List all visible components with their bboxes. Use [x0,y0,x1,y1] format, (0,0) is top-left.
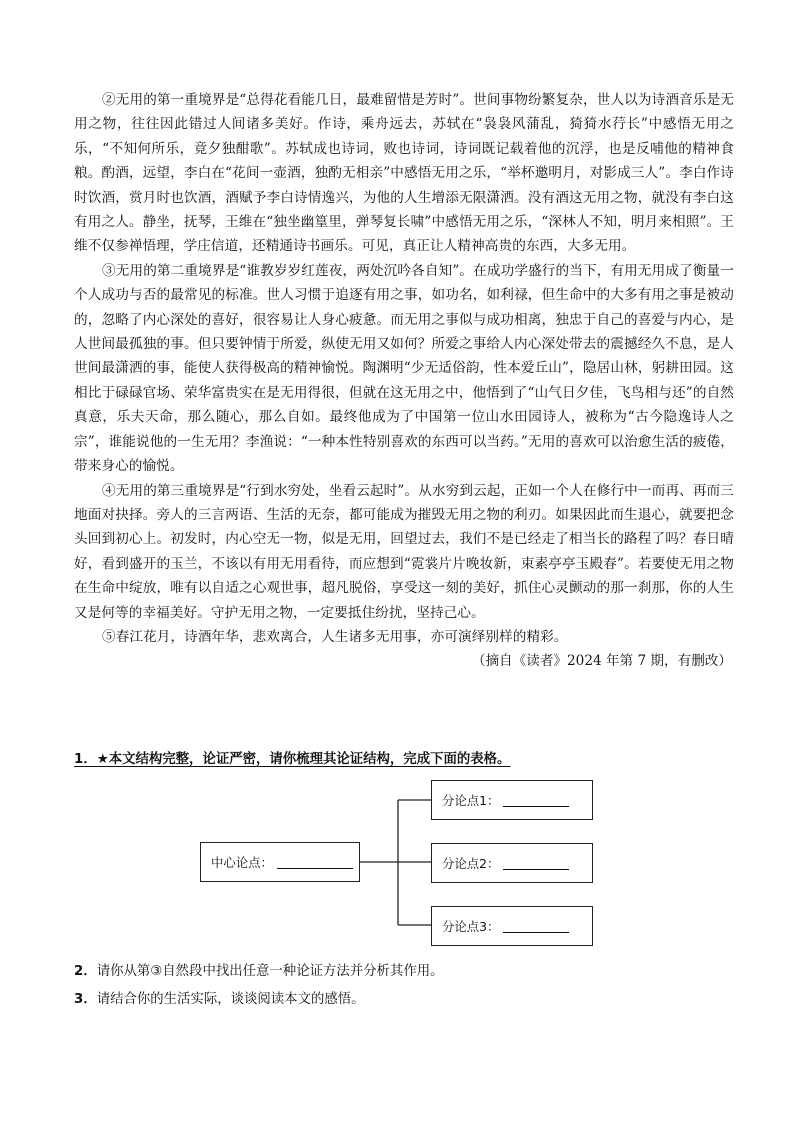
paragraph-4: ④无用的第三重境界是“行到水穷处，坐看云起时”。从水穷到云起，正如一个人在修行中一而再、再而三地面对抉择。旁人的三言两语、生活的无奈，都可能成为摧毁无用之物的利刃。如果因此而生退心，就要把念头回到初心上。初发时，内心空无一物，似是无用，回望过去，我们不是已经走了相当长的路程了吗？春日晴好，看到盛开的玉兰，不该以有用无用看待，而应想到“霓裳片片晚妆新，束素亭亭玉殿春”。若要使无用之物在生命中绽放，唯有以自适之心观世事，超凡脱俗，享受这一刻的美好，抓住心灵颤动的那一刹那，你的人生又是何等的幸福美好。守护无用之物，一定要抵住纷扰，坚持己心。 [74,482,734,621]
central-argument-box [200,842,360,882]
question-3-number: 3． [74,992,97,1007]
sub-argument-label-3: 分论点3： [442,919,500,934]
source-citation: （摘自《读者》2024 年第 7 期，有删改） [471,653,732,670]
central-argument-label: 中心论点： [211,855,273,870]
question-3-text: 请结合你的生活实际，谈谈阅读本文的感悟。 [96,992,365,1007]
question-2 [74,960,444,979]
paragraph-3: ③无用的第二重境界是“谁教岁岁红莲夜，两处沉吟各自知”。在成功学盛行的当下，有用无用成了衡量一个人成功与否的最常见的标准。世人习惯于追逐有用之事，如功名，如利禄，但生命中的大多有用之事是被动的，忽略了内心深处的喜好，很容易让人身心疲惫。而无用之事似与成功相离，独忠于自己的喜爱与内心，是人世间最孤独的事。但只要钟情于所爱，纵使无用又如何？所爱之事给人内心深处带去的震撼经久不息，是人世间最潇洒的事，能使人获得极高的精神愉悦。陶渊明“少无适俗韵，性本爱丘山”，隐居山林，躬耕田园。这相比于碌碌官场、荣华富贵实在是无用得很，但就在这无用之中，他悟到了“山气日夕佳，飞鸟相与还”的自然真意，乐夫天命，那么随心，那么自如。最终他成为了中国第一位山水田园诗人，被称为“古今隐逸诗人之宗”，谁能说他的一生无用？李渔说：“一种本性特别喜欢的东西可以当药。”无用的喜欢可以治愈生活的疲倦，带来身心的愉悦。 [74,262,734,475]
central-argument-blank[interactable] [277,856,353,869]
sub-argument-box-1 [431,780,593,820]
sub-argument-blank-2[interactable] [503,857,569,870]
question-2-number: 2． [74,964,97,979]
sub-argument-blank-3[interactable] [503,920,569,933]
sub-argument-box-2 [431,843,593,883]
paragraph-5: ⑤春江花月，诗酒年华，悲欢离合，人生诸多无用事，亦可演绎别样的精彩。 [102,628,568,645]
sub-argument-box-3 [431,906,593,946]
sub-argument-label-2: 分论点2： [442,856,500,871]
sub-argument-label-1: 分论点1： [442,793,500,808]
question-1: 1．★本文结构完整，论证严密，请你梳理其论证结构，完成下面的表格。 [74,752,511,767]
sub-argument-blank-1[interactable] [503,794,569,807]
question-2-text: 请你从第③自然段中找出任意一种论证方法并分析其作用。 [96,964,444,979]
paragraph-2: ②无用的第一重境界是“总得花看能几日，最难留惜是芳时”。世间事物纷繁复杂，世人以为诗酒音乐是无用之物，往往因此错过人间诸多美好。作诗，乘舟远去，苏轼在“袅袅风蒲乱，猗猗水荇长”中感悟无用之乐，“不知何所乐，竟夕独酣歌”。苏轼成也诗词，败也诗词，诗词既记载着他的沉浮，也是反哺他的精神食粮。酌酒，远望，李白在“花间一壶酒，独酌无相亲”中感悟无用之乐，“举杯邀明月，对影成三人”。李白作诗时饮酒，赏月时也饮酒，酒赋予李白诗情逸兴，为他的人生增添无限潇洒。没有酒这无用之物，就没有李白这有用之人。静坐，抚琴，王维在“独坐幽篁里，弹琴复长啸”中感悟无用之乐，“深林人不知，明月来相照”。王维不仅参禅悟理，学庄信道，还精通诗书画乐。可见，真正让人精神高贵的东西，大多无用。 [74,92,734,255]
question-3 [74,988,365,1007]
